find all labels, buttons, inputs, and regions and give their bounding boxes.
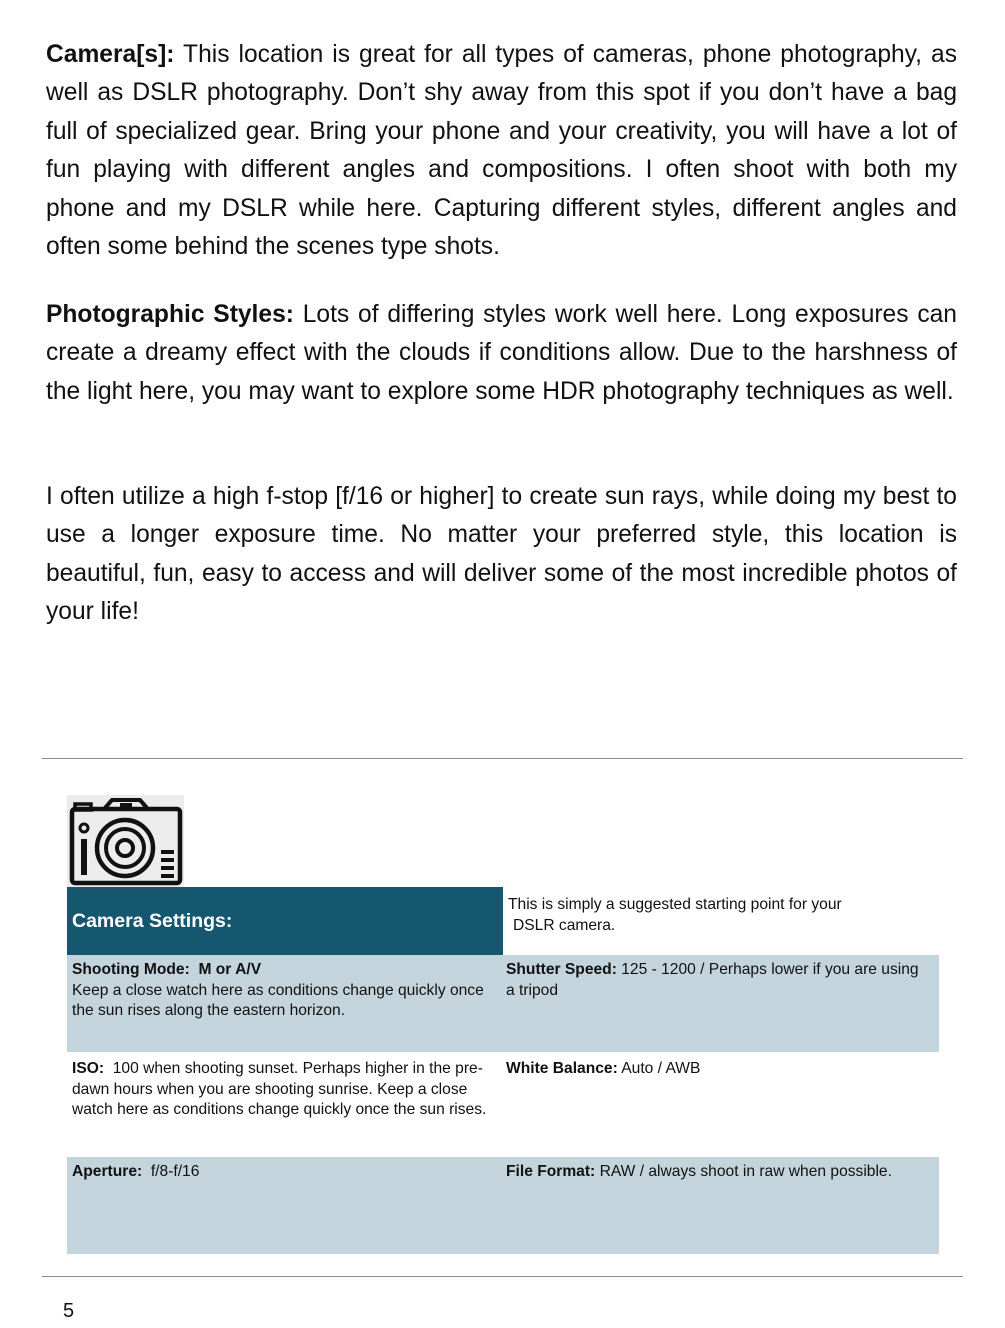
shutter-speed-value: 125 - 1200 / Perhaps lower if you are using a tripod [506, 961, 919, 999]
shooting-mode-detail: Keep a close watch here as conditions change quickly once the sun rises along the eastern horizon. [72, 981, 484, 1019]
settings-row [67, 1054, 939, 1157]
file-format-cell [503, 1157, 939, 1254]
iso-cell [67, 1054, 503, 1157]
settings-note-line1: This is simply a suggested starting point for your [508, 896, 842, 913]
fstop-paragraph: I often utilize a high f-stop [f/16 or higher] to create sun rays, while doing my best to use a longer exposure time. No matter your preferred style, this location is beautiful, fun, easy to access and will deliver some of the most incredible photos of your life! [46, 483, 957, 626]
shooting-mode-cell [67, 955, 503, 1052]
file-format-value: RAW / always shoot in raw when possible. [595, 1163, 892, 1180]
aperture-label: Aperture: [72, 1163, 143, 1180]
iso-value: 100 when shooting sunset. Perhaps higher in the pre-dawn hours when you are shooting sunrise. Keep a close watch here as conditions change quickly once the sun rises. [72, 1060, 487, 1118]
camera-paragraph [46, 36, 957, 266]
shooting-mode-label: Shooting Mode: [72, 961, 190, 978]
page-number: 5 [63, 1300, 75, 1322]
settings-header-row [67, 887, 939, 955]
settings-row [67, 955, 939, 1052]
file-format-label: File Format: [506, 1163, 596, 1180]
camera-settings-table [67, 887, 939, 1254]
iso-label: ISO: [72, 1060, 105, 1077]
settings-note [503, 887, 939, 955]
styles-text: Lots of differing styles work well here. Long exposures can create a dreamy effect with the clouds if conditions allow. Due to the harshness of the light here, you may want to explore some HDR photography techniques as well. [46, 301, 957, 405]
white-balance-cell [503, 1054, 939, 1157]
shooting-mode-value: M or A/V [189, 961, 262, 978]
white-balance-value: Auto / AWB [617, 1060, 701, 1077]
white-balance-label: White Balance: [506, 1060, 618, 1077]
styles-label: Photographic Styles: [46, 301, 294, 328]
aperture-cell [67, 1157, 503, 1254]
bottom-divider [42, 1276, 963, 1277]
aperture-value: f/8-f/16 [142, 1163, 200, 1180]
styles-paragraph [46, 296, 957, 411]
shutter-speed-label: Shutter Speed: [506, 961, 617, 978]
settings-row [67, 1157, 939, 1254]
settings-header: Camera Settings: [67, 887, 503, 955]
shutter-speed-cell [503, 955, 939, 1052]
camera-icon [67, 795, 184, 887]
settings-note-line2: DSLR camera. [513, 916, 616, 934]
top-divider [42, 758, 963, 759]
camera-text: This location is great for all types of cameras, phone photography, as well as DSLR photography. Don’t shy away from this spot if you don’t have a bag full of specialized gear. Bring your phone and your creativity, you will have a lot of fun playing with different angles and compositions. I often shoot with both my phone and my DSLR while here. Capturing different styles, different angles and often some behind the scenes type shots. [46, 41, 957, 261]
camera-label: Camera[s]: [46, 41, 175, 68]
